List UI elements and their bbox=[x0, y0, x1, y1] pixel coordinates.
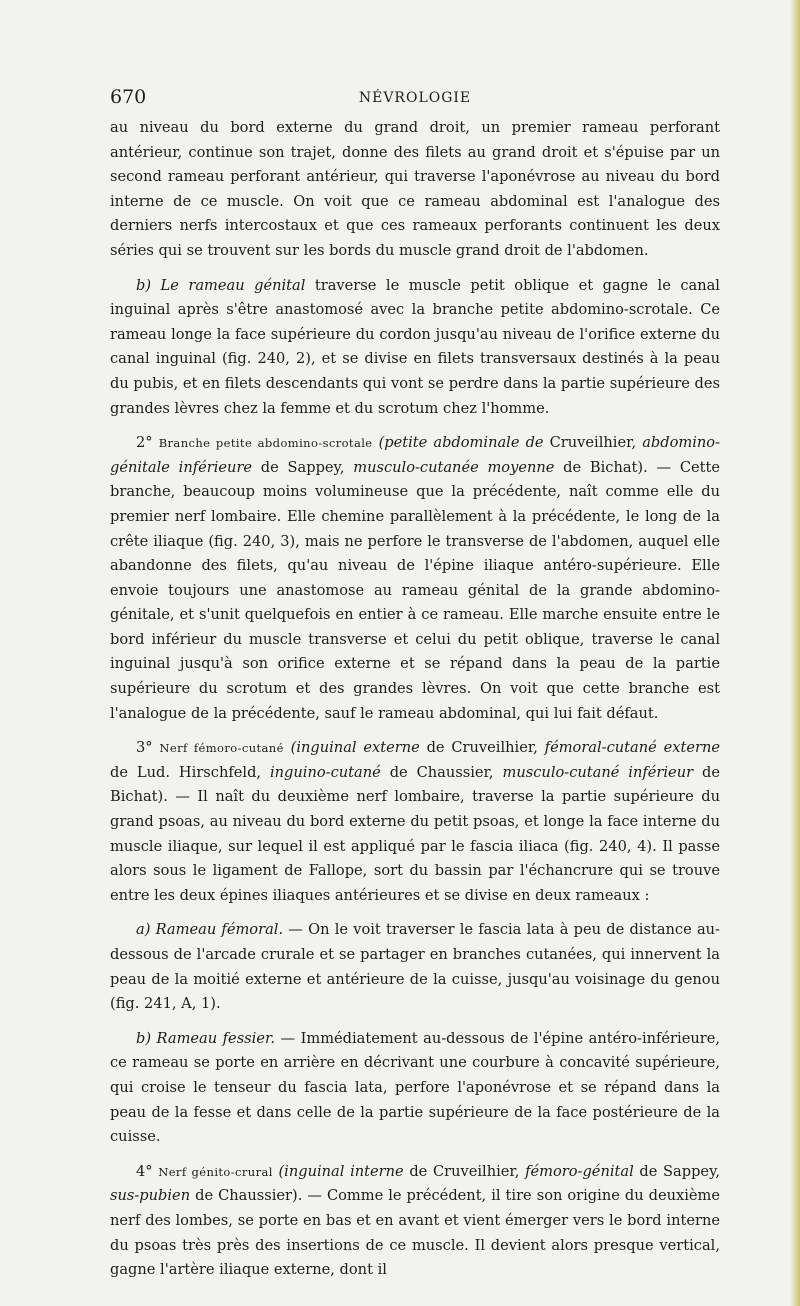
text-run: de Chaussier, bbox=[380, 763, 503, 781]
page-edge bbox=[790, 0, 800, 1306]
paragraph bbox=[110, 1027, 720, 1150]
running-title: NÉVROLOGIE bbox=[358, 90, 472, 106]
page-header bbox=[110, 86, 720, 114]
italic-run: (inguinal externe bbox=[290, 739, 420, 757]
text-run: de Bichat). — Cette branche, beaucoup moins volumineuse que la précédente, naît comme elle du premier nerf lombaire. Elle chemine parallèlement à la précédente, le long de la crête iliaque (fig. 240, 3), mais ne perfore le transverse de l'abdomen, auquel elle abandonne des filets, qu'au niveau de l'épine iliaque antéro-supérieure. Elle envoie toujours une anastomose au rameau génital de la grande abdomino-génitale, et s'unit quelquefois en entier à ce rameau. Elle marche ensuite entre le bord inférieur du muscle transverse et celui du petit oblique, traverse le canal inguinal jusqu'à son orifice externe et se répand dans la peau de la partie supérieure du scrotum et des grandes lèvres. On voit que cette branche est l'analogue de la précédente, sauf le rameau abdominal, qui lui fait défaut. bbox=[110, 458, 720, 722]
text-run: au niveau du bord externe du grand droit, un premier rameau perforant antérieur, continue son trajet, donne des filets au grand droit et s'épuise par un second rameau perforant antérieur, qui traverse l'aponévrose au niveau du bord interne de ce muscle. On voit que ce rameau abdominal est l'analogue des derniers nerfs intercostaux et que ces rameaux perforants continuent les deux séries qui se trouvent sur les bords du muscle grand droit de l'abdomen. bbox=[110, 119, 720, 259]
paragraph bbox=[110, 116, 720, 264]
text-run bbox=[284, 739, 291, 756]
italic-run: b) Le bbox=[136, 276, 189, 294]
italic-run: b) Rameau fessier. bbox=[136, 1029, 275, 1047]
italic-run: fémoral-cutané externe bbox=[544, 739, 720, 757]
italic-run: sus-pubien bbox=[110, 1187, 191, 1205]
italic-run: rameau génital bbox=[188, 276, 306, 294]
text-run: — On le voit traverser le fascia lata à peu de distance au-dessous de l'arcade crurale et se partager en branches cutanées, qui innervent la peau de la moitié externe et antérieure de la cuisse, jusqu'au voisinage du genou (fig. 241, A, 1). bbox=[110, 921, 720, 1013]
text-run: de Lud. Hirschfeld, bbox=[110, 763, 270, 781]
italic-run: inguino-cutané bbox=[269, 763, 381, 781]
small-caps-run: Nerf fémoro-cutané bbox=[159, 741, 284, 756]
text-body bbox=[110, 116, 720, 1293]
paragraph bbox=[110, 918, 720, 1016]
text-run: Cruveilhier, bbox=[543, 434, 643, 452]
italic-run: a) Rameau fémoral. bbox=[136, 921, 284, 939]
paragraph bbox=[110, 736, 720, 908]
text-run: de Sappey, bbox=[252, 458, 354, 476]
italic-run: musculo-cutanée moyenne bbox=[353, 458, 555, 476]
text-run: — Immédiatement au-dessous de l'épine antéro-inférieure, ce rameau se porte en arrière en décrivant une courbure à concavité supérieure, qui croise le tenseur du fascia lata, perfore l'aponévrose et se répand dans la peau de la fesse et dans celle de la partie supérieure de la face postérieure de la cuisse. bbox=[110, 1029, 720, 1146]
text-run: de Bichat). — Il naît du deuxième nerf lombaire, traverse la partie supérieure du grand psoas, au niveau du bord externe du petit psoas, et longe la face interne du muscle iliaque, sur lequel il est appliqué par le fascia iliaca (fig. 240, 4). Il passe alors sous le ligament de Fallope, sort du bassin par l'échancrure qui se trouve entre les deux épines iliaques antérieures et se divise en deux rameaux : bbox=[110, 763, 720, 904]
text-run: traverse le muscle petit oblique et gagne le canal inguinal après s'être anastomosé avec la branche petite abdomino-scrotale. Ce rameau longe la face supérieure du cordon jusqu'au niveau de l'orifice externe du canal inguinal (fig. 240, 2), et se divise en filets transversaux destinés à la peau du pubis, et en filets descendants qui vont se perdre dans la partie supérieure des grandes lèvres chez la femme et du scrotum chez l'homme. bbox=[110, 276, 720, 417]
text-run: de Sappey, bbox=[633, 1162, 721, 1180]
small-caps-run: Nerf génito-crural bbox=[158, 1164, 273, 1179]
italic-run: abdomino-génitale inférieure bbox=[110, 434, 720, 476]
paragraph bbox=[110, 431, 720, 726]
text-run: 2° bbox=[136, 434, 159, 452]
text-run: de Cruveilhier, bbox=[403, 1162, 526, 1180]
italic-run: (petite abdominale de bbox=[378, 434, 544, 452]
small-caps-run: Branche petite abdomino-scrotale bbox=[158, 436, 373, 451]
italic-run: fémoro-génital bbox=[525, 1162, 634, 1180]
text-run: de Cruveilhier, bbox=[419, 739, 545, 757]
italic-run: (inguinal interne bbox=[278, 1162, 404, 1180]
text-run: de Chaussier). — Comme le précédent, il tire son origine du deuxième nerf des lombes, se porte en bas et en avant et vient émerger vers le bord interne du psoas très près des insertions de ce muscle. Il devient alors presque vertical, gagne l'artère iliaque externe, dont il bbox=[110, 1187, 720, 1279]
paragraph bbox=[110, 1160, 720, 1283]
page-number: 670 bbox=[110, 86, 147, 108]
paragraph bbox=[110, 274, 720, 422]
text-run: 4° bbox=[136, 1162, 159, 1180]
italic-run: musculo-cutané inférieur bbox=[502, 763, 694, 781]
text-run: 3° bbox=[136, 739, 160, 757]
